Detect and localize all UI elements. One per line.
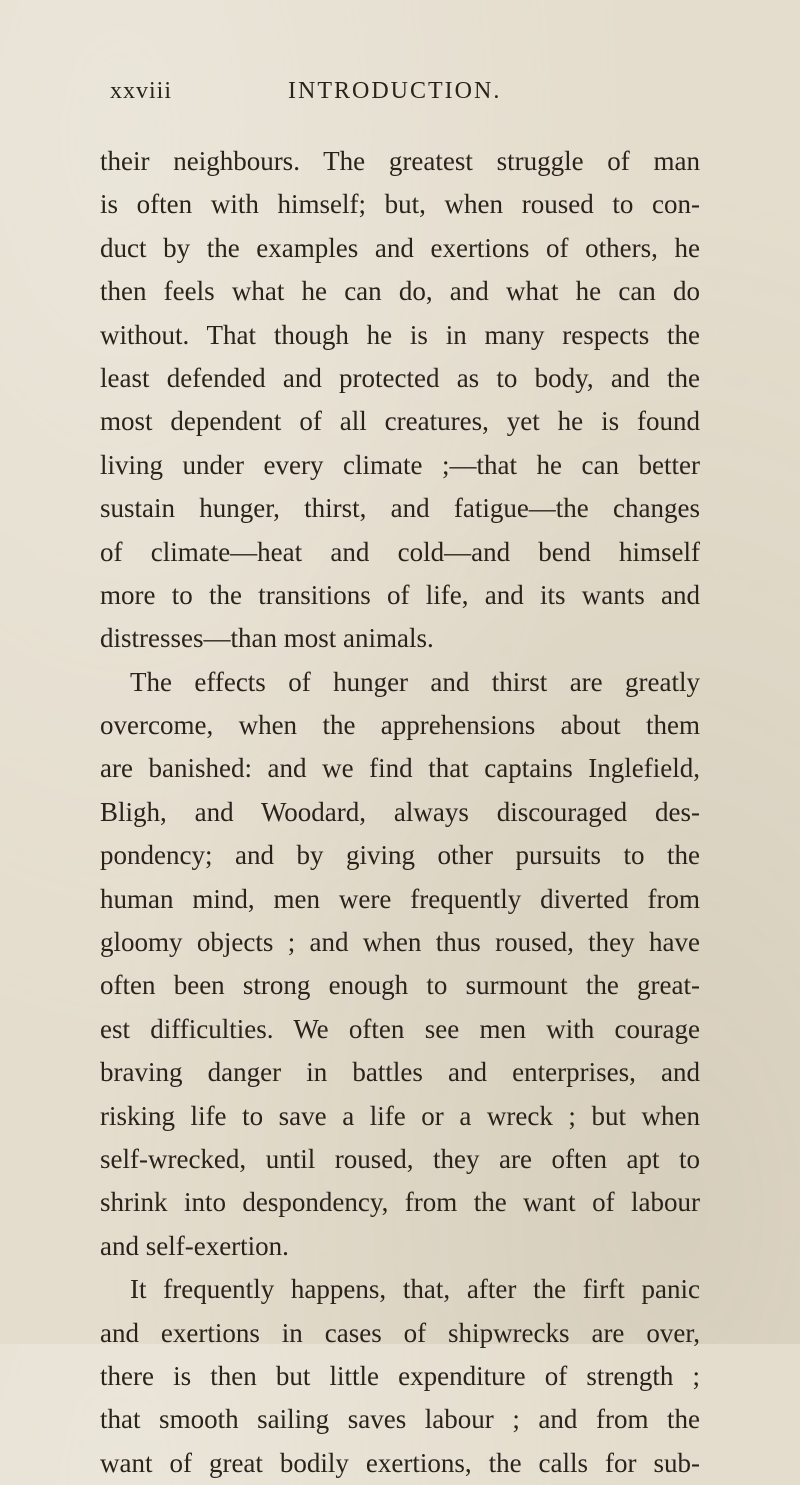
text-line: pondency; and by giving other pursuits to the [100, 840, 700, 871]
text-line: least defended and protected as to body, and the [100, 362, 700, 393]
text-line: there is then but little expenditure of strength ; [100, 1360, 700, 1391]
text-line: often been strong enough to surmount the great- [100, 970, 700, 1001]
paragraph-start-line: The effects of hunger and thirst are greatly [130, 666, 700, 697]
text-line: distresses—than most animals. [100, 623, 434, 654]
text-line: are banished: and we find that captains Inglefield, [100, 753, 700, 784]
text-line: est difficulties. We often see men with courage [100, 1013, 700, 1044]
running-head [110, 78, 710, 112]
page-number: xxviii [110, 78, 173, 104]
text-line: braving danger in battles and enterprises, and [100, 1057, 700, 1088]
text-line: most dependent of all creatures, yet he is found [100, 406, 700, 437]
text-line: then feels what he can do, and what he can do [100, 276, 700, 307]
text-line: is often with himself; but, when roused to con- [100, 189, 700, 220]
body-text [100, 140, 700, 1485]
text-line: risking life to save a life or a wreck ; but when [100, 1100, 700, 1131]
text-line: overcome, when the apprehensions about them [100, 710, 700, 741]
paragraph-start-line: It frequently happens, that, after the firft panic [130, 1274, 700, 1305]
text-line: living under every climate ;—that he can better [100, 449, 700, 480]
text-line: self-wrecked, until roused, they are often apt to [100, 1143, 700, 1174]
running-title: INTRODUCTION. [288, 78, 502, 104]
text-line: and exertions in cases of shipwrecks are over, [100, 1317, 700, 1348]
text-line: Bligh, and Woodard, always discouraged des- [100, 796, 700, 827]
text-line: sustain hunger, thirst, and fatigue—the changes [100, 493, 700, 524]
text-line: without. That though he is in many respects the [100, 319, 700, 350]
text-line: more to the transitions of life, and its wants and [100, 579, 700, 610]
text-line: and self-exertion. [100, 1230, 289, 1261]
text-line: their neighbours. The greatest struggle of man [100, 146, 700, 176]
text-line: that smooth sailing saves labour ; and from the [100, 1404, 700, 1435]
text-line: shrink into despondency, from the want of labour [100, 1187, 700, 1218]
text-line: want of great bodily exertions, the calls for sub- [100, 1447, 700, 1478]
text-line: gloomy objects ; and when thus roused, they have [100, 927, 700, 958]
text-line: human mind, men were frequently diverted from [100, 883, 700, 914]
text-line: duct by the examples and exertions of others, he [100, 232, 700, 263]
text-line: of climate—heat and cold—and bend himself [100, 536, 700, 567]
